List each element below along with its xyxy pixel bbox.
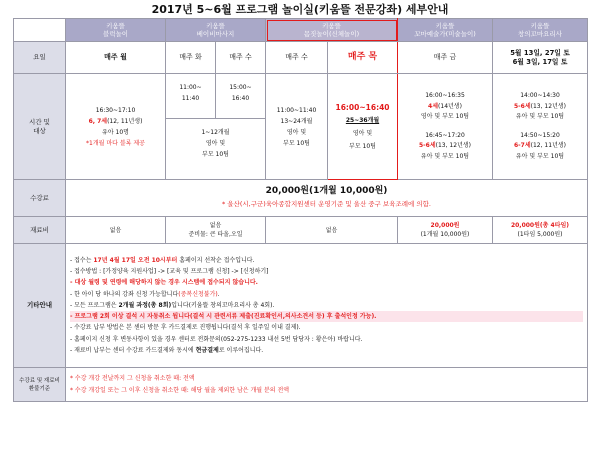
day-body-thu: 매주 목 [328,42,398,74]
etc-line-5: - 모든 프로그램은 2개월 과정(총 8회)입니다(키움뜰 창의꼬마요리사 총 4회). [70,301,275,309]
time-baby-wed: 15:00~ 16:40 [229,84,252,102]
fee-row [14,180,588,217]
day-cook: 5월 13일, 27일 토 6월 3일, 17일 토 [493,42,588,74]
time-row [14,74,588,180]
day-baby-wed: 매주 수 [216,42,266,74]
header-body-play: 키움뜰 몸짓놀이(신체놀이) [266,19,398,42]
etc-line-3: - 대상 월령 및 연령에 해당하지 않는 경우 시스템에 접수되지 않습니다. [70,279,258,287]
material-art: 20,000원 (1개월 10,000원) [398,217,493,244]
day-block: 매주 월 [66,42,166,74]
program-table [13,18,588,402]
etc-line-1: - 접수는 17년 4월 17일 오전 10시부터 홈페이지 선착순 접수입니다. [70,256,255,264]
material-body: 없음 [266,217,398,244]
label-refund: 수강료 및 재료비 환불기준 [14,368,66,402]
refund-row [14,368,588,402]
fee-cell [66,180,588,217]
time-body-thu: 16:00~16:40 25~36개월 영아 및 부모 10팀 [328,74,398,180]
refund-line-2: * 수강 개강일 또는 그 이후 신청을 취소한 때: 해당 월을 제외한 남은 개월 분의 전액 [70,386,290,394]
label-day: 요일 [14,42,66,74]
header-empty-cell [14,19,66,42]
time-body-wed: 11:00~11:40 13~24개월 영아 및 부모 10팀 [266,74,328,180]
label-time: 시간 및 대상 [14,74,66,180]
label-etc: 기타안내 [14,244,66,368]
etc-line-2: - 접수방법 : [가정양육 지원사업] -> [교육 및 프로그램 신청] -> [신청하기] [70,267,269,275]
etc-line-9: - 재료비 납부는 센터 수강료 카드결제와 동시에 현금결제로 이루어집니다. [70,347,264,355]
refund-notes [66,368,588,402]
etc-line-4: - 한 아이 당 하나의 강좌 신청 가능합니다(중복신청불가). [70,290,220,298]
label-material: 재료비 [14,217,66,244]
label-fee: 수강료 [14,180,66,217]
time-block: 16:30~17:10 6, 7세(12, 11년생) 유아 10명 *1개월 마다 블록 제공 [66,74,166,180]
refund-line-1: * 수강 개강 전날까지 그 신청을 취소한 때: 전액 [70,375,195,383]
page-title: 2017년 5~6월 프로그램 놀이실(키움뜰 전문강좌) 세부안내 [151,3,449,16]
day-row [14,42,588,74]
day-baby-tue: 매주 화 [166,42,216,74]
fee-note: * 울산(시,구군)육아종합지원센터 운영기준 및 울산 중구 보육조례에 의함. [221,200,431,208]
time-baby-tue: 11:00~ 11:40 [166,74,216,118]
material-row [14,217,588,244]
etc-notes [66,244,588,368]
time-art: 16:00~16:35 4세(14년생) 영아 및 부모 10팀 16:45~17:20 5-6세(13, 12년생) 유아 및 부모 10팀 [398,74,493,180]
header-little-artist: 키움뜰 꼬마예술가(미술놀이) [398,19,493,42]
header-block-play: 키움뜰 블럭놀이 [66,19,166,42]
header-little-chef: 키움뜰 창의꼬마요리사 [493,19,588,42]
etc-line-6: - 프로그램 2회 이상 결석 시 자동취소 됩니다(결석 시 관련서류 제출(진료확인서,의사소견서 등) 후 출석인정 가능). [70,311,583,322]
material-baby: 없음 준비물: 큰 타올,오일 [166,217,266,244]
day-body-wed: 매주 수 [266,42,328,74]
etc-line-7: - 수강료 납부 방법은 본 센터 방문 후 카드결제로 진행됩니다(결석 후 일주일 이내 결제). [70,324,301,332]
material-block: 없음 [66,217,166,244]
fee-main: 20,000원(1개월 10,000원) [265,186,388,196]
day-art: 매주 금 [398,42,493,74]
time-baby: 11:00~ 11:40 15:00~ 16:40 1~12개월 영아 및 부모 10팀 [166,74,266,180]
time-cook: 14:00~14:30 5-6세(13, 12년생) 유아 및 부모 10팀 14:50~15:20 6-7세(12, 11년생) 유아 및 부모 10팀 [493,74,588,180]
etc-line-8: - 홈페이지 신청 후 변동사항이 있을 경우 센터로 전화문의(052-275-1233 내선 5번 담당자 : 황은아) 바랍니다. [70,335,363,343]
header-baby-massage: 키움뜰 베이비마사지 [166,19,266,42]
etc-row [14,244,588,368]
material-cook: 20,000원(총 4타임) (1타임 5,000원) [493,217,588,244]
header-row [14,19,588,42]
